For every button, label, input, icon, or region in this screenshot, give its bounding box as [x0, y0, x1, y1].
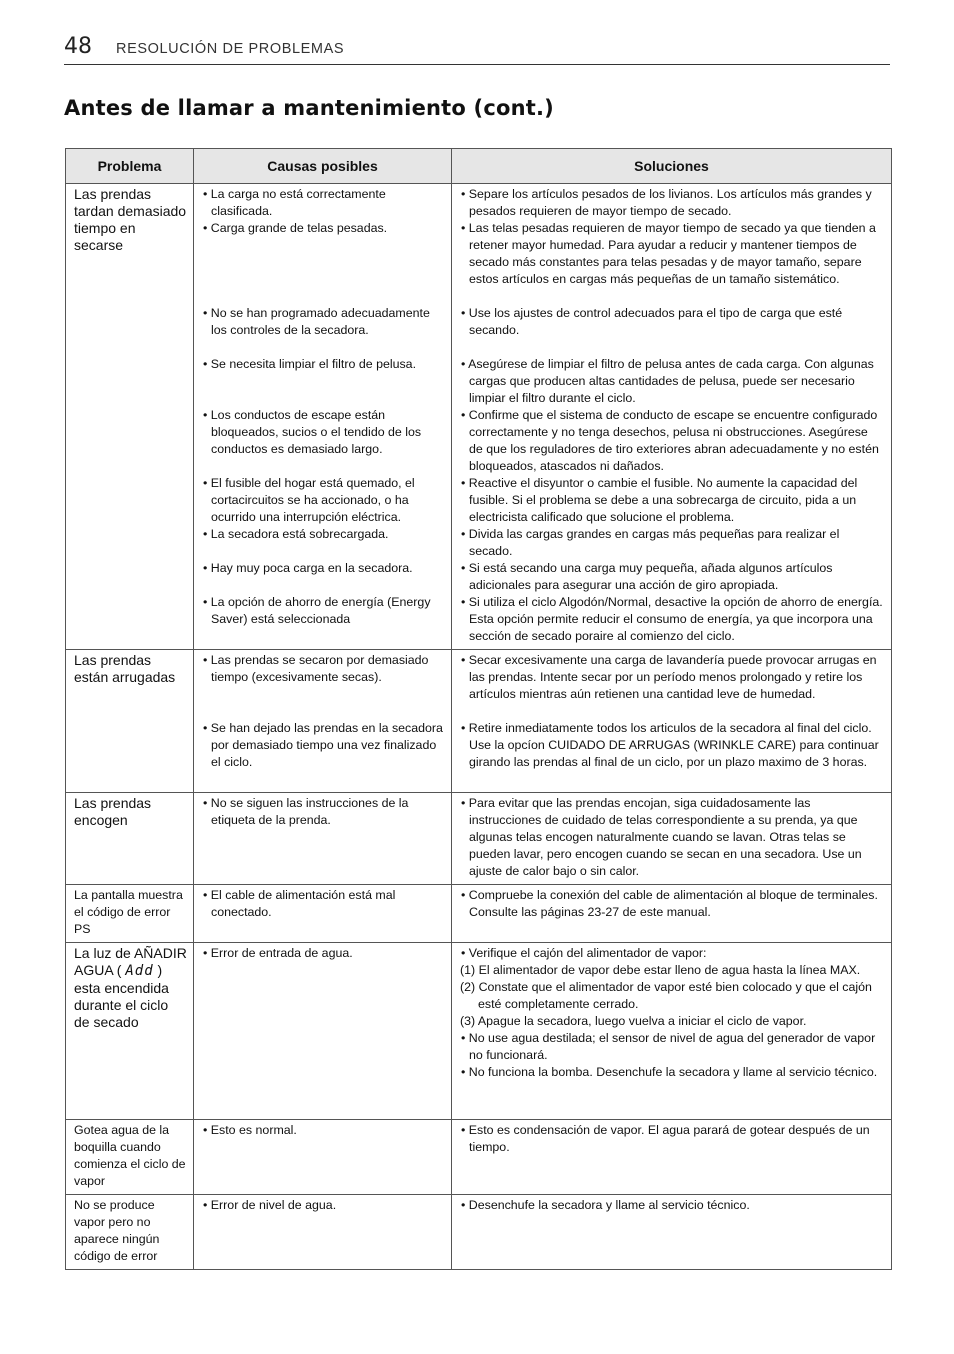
solution-item: • Esto es condensación de vapor. El agua parará de gotear después de un tiempo. — [461, 1123, 870, 1154]
section-name: RESOLUCIÓN DE PROBLEMAS — [116, 41, 345, 57]
problem-text: Gotea agua de la boquilla cuando comienza el ciclo de vapor — [74, 1123, 186, 1188]
problem-cell — [66, 1120, 194, 1195]
solutions-cell — [452, 650, 892, 793]
causes-cell — [194, 650, 452, 793]
problem-text: Las prendas encogen — [74, 795, 152, 828]
solution-group — [460, 652, 885, 720]
table-row — [66, 650, 892, 793]
solution-item: (2) Constate que el alimentador de vapor esté bien colocado y que el cajón esté completamente cerrado. — [460, 980, 872, 1011]
page-header — [64, 34, 890, 65]
table-row — [66, 793, 892, 885]
cause-item: • El cable de alimentación está mal conectado. — [203, 888, 396, 919]
solution-item: (3) Apague la secadora, luego vuelva a iniciar el ciclo de vapor. — [460, 1014, 807, 1028]
cause-item: • La secadora está sobrecargada. — [203, 527, 389, 541]
problem-cell — [66, 184, 194, 650]
cause-item: • Carga grande de telas pesadas. — [203, 221, 388, 235]
cause-group — [202, 594, 445, 645]
cause-group — [202, 560, 445, 594]
problem-text: La luz de AÑADIR AGUA ( — [74, 945, 187, 978]
solution-group — [460, 526, 885, 560]
table-row — [66, 1195, 892, 1270]
problem-text: ) esta encendida durante el ciclo de secado — [74, 962, 169, 1030]
table-row — [66, 943, 892, 1120]
solution-item: • Asegúrese de limpiar el filtro de pelusa antes de cada carga. Con algunas cargas que producen altas cantidades de pelusa, puede ser necesario limpiar el filtro durante el ciclo. — [461, 357, 874, 405]
solution-item: • No use agua destilada; el sensor de nivel de agua del generador de vapor no funcionará. — [461, 1031, 876, 1062]
cause-group — [202, 1122, 445, 1190]
cause-item: • La opción de ahorro de energía (Energy Saver) está seleccionada — [203, 595, 431, 626]
table-header-row — [66, 149, 892, 184]
page-title: Antes de llamar a mantenimiento (cont.) — [64, 96, 554, 120]
cause-group — [202, 945, 445, 1115]
solution-group — [460, 1122, 885, 1190]
cause-item: • El fusible del hogar está quemado, el cortacircuitos se ha accionado, o ha ocurrido una interrupción eléctrica. — [203, 476, 415, 524]
cause-item: • Los conductos de escape están bloqueados, sucios o el tendido de los conductos es demasiado largo. — [203, 408, 422, 456]
solution-item: • Desenchufe la secadora y llame al servicio técnico. — [461, 1198, 750, 1212]
cause-item: • Se han dejado las prendas en la secadora por demasiado tiempo una vez finalizado el ciclo. — [203, 721, 443, 769]
problem-text: No se produce vapor pero no aparece ningún código de error — [74, 1198, 160, 1263]
problem-cell — [66, 650, 194, 793]
table-row — [66, 184, 892, 650]
solution-item: • Si utiliza el ciclo Algodón/Normal, desactive la opción de ahorro de energía. Esta opción permite reducir el consumo de energía, ya que incorpora una sección de secado poraire al comienzo del ciclo. — [461, 595, 883, 643]
solution-item: • No funciona la bomba. Desenchufe la secadora y llame al servicio técnico. — [461, 1065, 878, 1079]
causes-cell — [194, 793, 452, 885]
cause-group — [202, 526, 445, 560]
solutions-cell — [452, 1195, 892, 1270]
solution-item: • Reactive el disyuntor o cambie el fusible. No aumente la capacidad del fusible. Si el problema se debe a una sobrecarga de circuito, pida a un electricista calificado que solucione el problema. — [461, 476, 858, 524]
problem-cell — [66, 943, 194, 1120]
solution-item: • Compruebe la conexión del cable de alimentación al bloque de terminales. Consulte las páginas 23-27 de este manual. — [461, 888, 878, 919]
cause-item: • No se han programado adecuadamente los controles de la secadora. — [203, 306, 430, 337]
solution-item: • Use los ajustes de control adecuados para el tipo de carga que esté secando. — [461, 306, 843, 337]
cause-item: • Hay muy poca carga en la secadora. — [203, 561, 413, 575]
problem-cell — [66, 885, 194, 943]
solution-item: • Confirme que el sistema de conducto de escape se encuentre configurado correctamente y no tenga desechos, pelusa ni obstrucciones. Asegúrese de que los reguladores de tiro exteriores abran adecuadamente y no estén bloqueados, atascados ni dañados. — [461, 408, 879, 473]
causes-cell — [194, 184, 452, 650]
solution-item: • Verifique el cajón del alimentador de vapor: — [461, 946, 707, 960]
solution-group — [460, 475, 885, 526]
solution-item: • Las telas pesadas requieren de mayor tiempo de secado ya que tienden a retener mayor humedad. Para ayudar a reducir y mantener tiempos de secado más constantes para telas pesadas y de mayor tamaño, separe estos artículos en cargas más pequeñas de un tamaño sistemático. — [461, 221, 876, 286]
solution-group — [460, 1197, 885, 1265]
solution-group — [460, 186, 885, 305]
table-row — [66, 885, 892, 943]
solutions-cell — [452, 885, 892, 943]
solutions-cell — [452, 1120, 892, 1195]
solution-group — [460, 594, 885, 645]
cause-group — [202, 356, 445, 407]
solution-group — [460, 560, 885, 594]
solutions-cell — [452, 184, 892, 650]
cause-item: • Se necesita limpiar el filtro de pelusa. — [203, 357, 417, 371]
cause-item: • Error de entrada de agua. — [203, 946, 353, 960]
solution-group — [460, 305, 885, 356]
problem-cell — [66, 793, 194, 885]
cause-group — [202, 887, 445, 938]
solution-group — [460, 795, 885, 880]
solutions-cell — [452, 943, 892, 1120]
problem-cell — [66, 1195, 194, 1270]
page-number: 48 — [64, 34, 92, 59]
cause-group — [202, 720, 445, 788]
cause-group — [202, 186, 445, 305]
cause-group — [202, 407, 445, 475]
solution-group — [460, 720, 885, 788]
solution-item: • Secar excesivamente una carga de lavandería puede provocar arrugas en las prendas. Intente secar por un período menos prolongado y retire los artículos mientras aún retienen una cantidad leve de humedad. — [461, 653, 877, 701]
solution-item: • Retire inmediatamente todos los articulos de la secadora al final del ciclo. Use la opcíon CUIDADO DE ARRUGAS (WRINKLE CARE) para continuar girando las prendas al final de un ciclo, por un plazo maximo de 3 horas. — [461, 721, 879, 769]
add-water-display-code: Add — [125, 963, 154, 979]
table-row — [66, 1120, 892, 1195]
cause-item: • Las prendas se secaron por demasiado tiempo (excesivamente secas). — [203, 653, 429, 684]
solutions-cell — [452, 793, 892, 885]
column-header-causes: Causas posibles — [194, 149, 452, 184]
cause-item: • La carga no está correctamente clasificada. — [203, 187, 386, 218]
solution-item: • Divida las cargas grandes en cargas más pequeñas para realizar el secado. — [461, 527, 840, 558]
cause-item: • Esto es normal. — [203, 1123, 297, 1137]
cause-group — [202, 305, 445, 356]
problem-text: Las prendas tardan demasiado tiempo en secarse — [74, 186, 187, 253]
cause-group — [202, 652, 445, 720]
problem-text: La pantalla muestra el código de error PS — [74, 888, 183, 936]
cause-group — [202, 795, 445, 880]
column-header-problem: Problema — [66, 149, 194, 184]
causes-cell — [194, 885, 452, 943]
solution-group — [460, 887, 885, 938]
solution-item: • Si está secando una carga muy pequeña, añada algunos artículos adicionales para asegurar una acción de giro apropiada. — [461, 561, 833, 592]
cause-item: • Error de nivel de agua. — [203, 1198, 337, 1212]
problem-text: Las prendas están arrugadas — [74, 652, 176, 685]
cause-group — [202, 475, 445, 526]
solution-item: (1) El alimentador de vapor debe estar lleno de agua hasta la línea MAX. — [460, 963, 861, 977]
causes-cell — [194, 1195, 452, 1270]
solution-item: • Separe los artículos pesados de los livianos. Los artículos más grandes y pesados requieren de mayor tiempo de secado. — [461, 187, 872, 218]
cause-item: • No se siguen las instrucciones de la etiqueta de la prenda. — [203, 796, 409, 827]
causes-cell — [194, 1120, 452, 1195]
troubleshooting-table — [65, 148, 892, 1270]
solution-item: • Para evitar que las prendas encojan, siga cuidadosamente las instrucciones de cuidado de telas correspondiente a su prenda, ya que algunas telas encogen naturalmente cuando se lavan. Otras telas se pueden lavar, pero encogen cuando se secan en una secadora. Use un ajuste de calor bajo o sin calor. — [461, 796, 862, 878]
cause-group — [202, 1197, 445, 1265]
column-header-solutions: Soluciones — [452, 149, 892, 184]
solution-group — [460, 945, 885, 1115]
causes-cell — [194, 943, 452, 1120]
solution-group — [460, 407, 885, 475]
solution-group — [460, 356, 885, 407]
